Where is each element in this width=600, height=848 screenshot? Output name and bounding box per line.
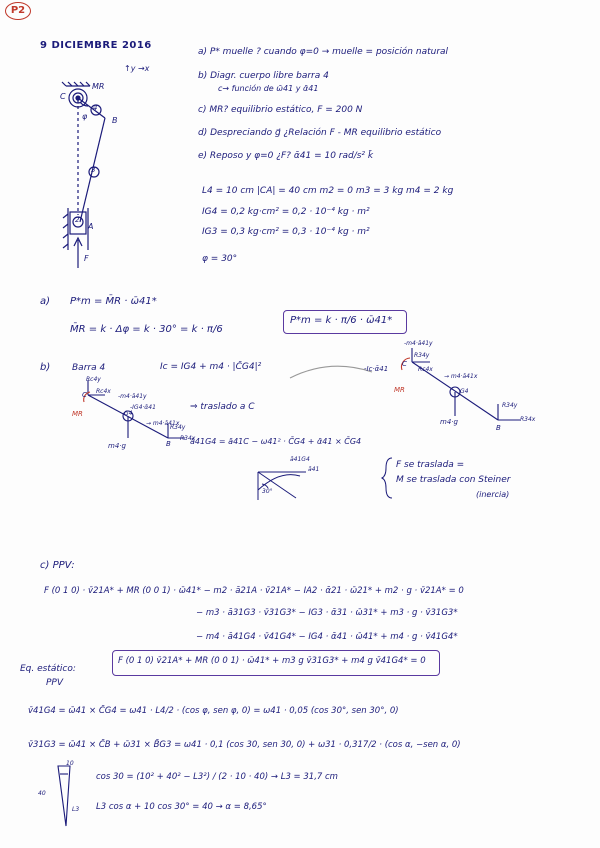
tri-10: 10 [66,760,74,767]
data-lengths-masses: L4 = 10 cm |CA| = 40 cm m2 = 0 m3 = 3 kg m4 = 2 kg [202,186,454,196]
v41-eq: v̄41G4 = ω̄41 × C̄G4 = ω41 · L4/2 · (cos φ, sen φ, 0) = ω41 · 0,05 (cos 30°, sen 30°, 0) [28,706,399,716]
question-b: b) Diagr. cuerpo libre barra 4 [198,71,329,81]
v31-eq: v̄31G3 = ω̄41 × C̄B + ω̄31 × B̄G3 = ω41 · 0,1 (cos 30, sen 30, 0) + ω31 · 0,317/2 · (cos α, −sen α, 0) [28,740,461,750]
alpha-eq: L3 cos α + 10 cos 30° = 40 → α = 8,65° [96,802,267,812]
fbd-right-m4a41x: → m4·ā41x [444,373,478,380]
note-moment: M se traslada con Steiner [396,475,511,485]
fbd-left-m4a41x: → m4·ā41x [146,420,180,427]
fbd-right-m4g: m4·g [440,418,458,426]
part-c-label: c) PPV: [40,560,75,571]
ppv-line1: F (0 1 0) · v̄21A* + MR (0 0 1) · ω̄41* − m2 · ā21A · v̄21A* − IA2 · ᾱ21 · ω̄21* + m2 · g · v̄21A* = 0 [44,586,464,596]
part-b-label: b) [40,362,51,373]
fbd-right-b: B [496,424,501,432]
fbd-right-mr: MR [394,386,405,394]
sketch-a41: ā41 [308,466,320,473]
eq-ppv-label: PPV [46,678,64,688]
part-a-label: a) [40,296,51,307]
part-b-accel-eq: ā41G4 = ā41C − ω41² · C̄G4 + ᾱ41 × C̄G4 [190,437,362,446]
fbd-right-r34x: R34x [520,416,536,423]
label-phi: φ [82,112,88,121]
eq-static: F (0 1 0) v̄21A* + MR (0 0 1) · ω̄41* + m3 g v̄31G3* + m4 g v̄41G4* = 0 [118,656,426,666]
label-a: A [88,222,94,231]
fbd-right-m4a41y: -m4·ā41y [404,340,433,347]
fbd-right-rc4y: R34y [414,352,430,359]
fbd-left-c: C [82,391,87,399]
axes-label: ↑y →x [124,64,150,73]
note-inercia: (inercia) [476,490,510,499]
part-a-line1: P*m = M̄R · ω̄41* [70,296,157,307]
ppv-line3: − m4 · ā41G4 · v̄41G4* − IG4 · ᾱ41 · ω̄41* + m4 · g · v̄41G4* [196,632,458,642]
question-c: c) MR? equilibrio estático, F = 200 N [198,105,363,115]
fbd-right-rc4x: Rc4x [418,366,433,373]
fbd-left-ig4: -IG4·ᾱ41 [130,404,156,411]
sketch-30: 30° [262,488,273,495]
question-a: a) P* muelle ? cuando φ=0 → muelle = posición natural [198,47,449,57]
data-phi: φ = 30° [202,254,238,264]
cos-eq: cos 30 = (10² + 40² − L3²) / (2 · 10 · 40) → L3 = 31,7 cm [96,772,338,782]
exam-date: 9 DICIEMBRE 2016 [40,40,152,51]
problem-tag: P2 [5,2,31,20]
label-3: 3 [91,166,96,174]
part-b-traslado: ⇒ traslado a C [190,402,255,412]
sketch-a41g4: ā41G4 [290,456,310,463]
fbd-right-c: C [402,360,407,368]
question-d: d) Despreciando g⃗ ¿Relación F - MR equilibrio estático [198,128,442,138]
label-f: F [84,254,89,263]
label-4: 4 [93,104,98,112]
fbd-left-r34x: R34x [180,435,196,442]
fbd-left-m4g: m4·g [108,442,126,450]
question-e: e) Reposo y φ=0 ¿F? ᾱ41 = 10 rad/s² k̄ [198,151,374,161]
question-b-sub: c→ función de ω̄41 y ᾱ41 [218,84,319,93]
label-b: B [112,116,118,125]
eq-static-label: Eq. estático: [20,664,76,674]
fbd-left-g4: G4 [124,410,133,417]
fbd-left-b: B [166,440,171,448]
fbd-left-r34y: R34y [170,424,186,431]
data-ig4: IG4 = 0,2 kg·cm² = 0,2 · 10⁻⁴ kg · m² [202,207,370,217]
part-b-ic-eq: Ic = IG4 + m4 · |C̄G4|² [160,362,262,372]
fbd-left-rc4x: Rc4x [96,388,111,395]
fbd-right-g4: G4 [460,388,469,395]
part-a-result: P*m = k · π/6 · ω̄41* [290,315,393,326]
fbd-right-ic: -Ic·ᾱ41 [364,365,389,373]
part-b-title: Barra 4 [72,363,106,373]
part-a-line2: M̄R = k · Δφ = k · 30° = k · π/6 [70,324,223,335]
ppv-line2: − m3 · ā31G3 · v̄31G3* − IG3 · ᾱ31 · ω̄31* + m3 · g · v̄31G3* [196,608,458,618]
label-mr: MR [92,82,105,91]
label-c: C [60,92,66,101]
fbd-left-rc4y: Rc4y [86,376,101,383]
label-2: 2 [75,216,80,224]
fbd-left-m4a41y: -m4·ā41y [118,393,147,400]
fbd-left-mr: MR [72,410,83,418]
fbd-right-r34y: R34y [502,402,518,409]
data-ig3: IG3 = 0,3 kg·cm² = 0,3 · 10⁻⁴ kg · m² [202,227,370,237]
tri-l3: L3 [72,806,80,813]
tri-40: 40 [38,790,46,797]
note-force: F se traslada = [396,460,465,470]
